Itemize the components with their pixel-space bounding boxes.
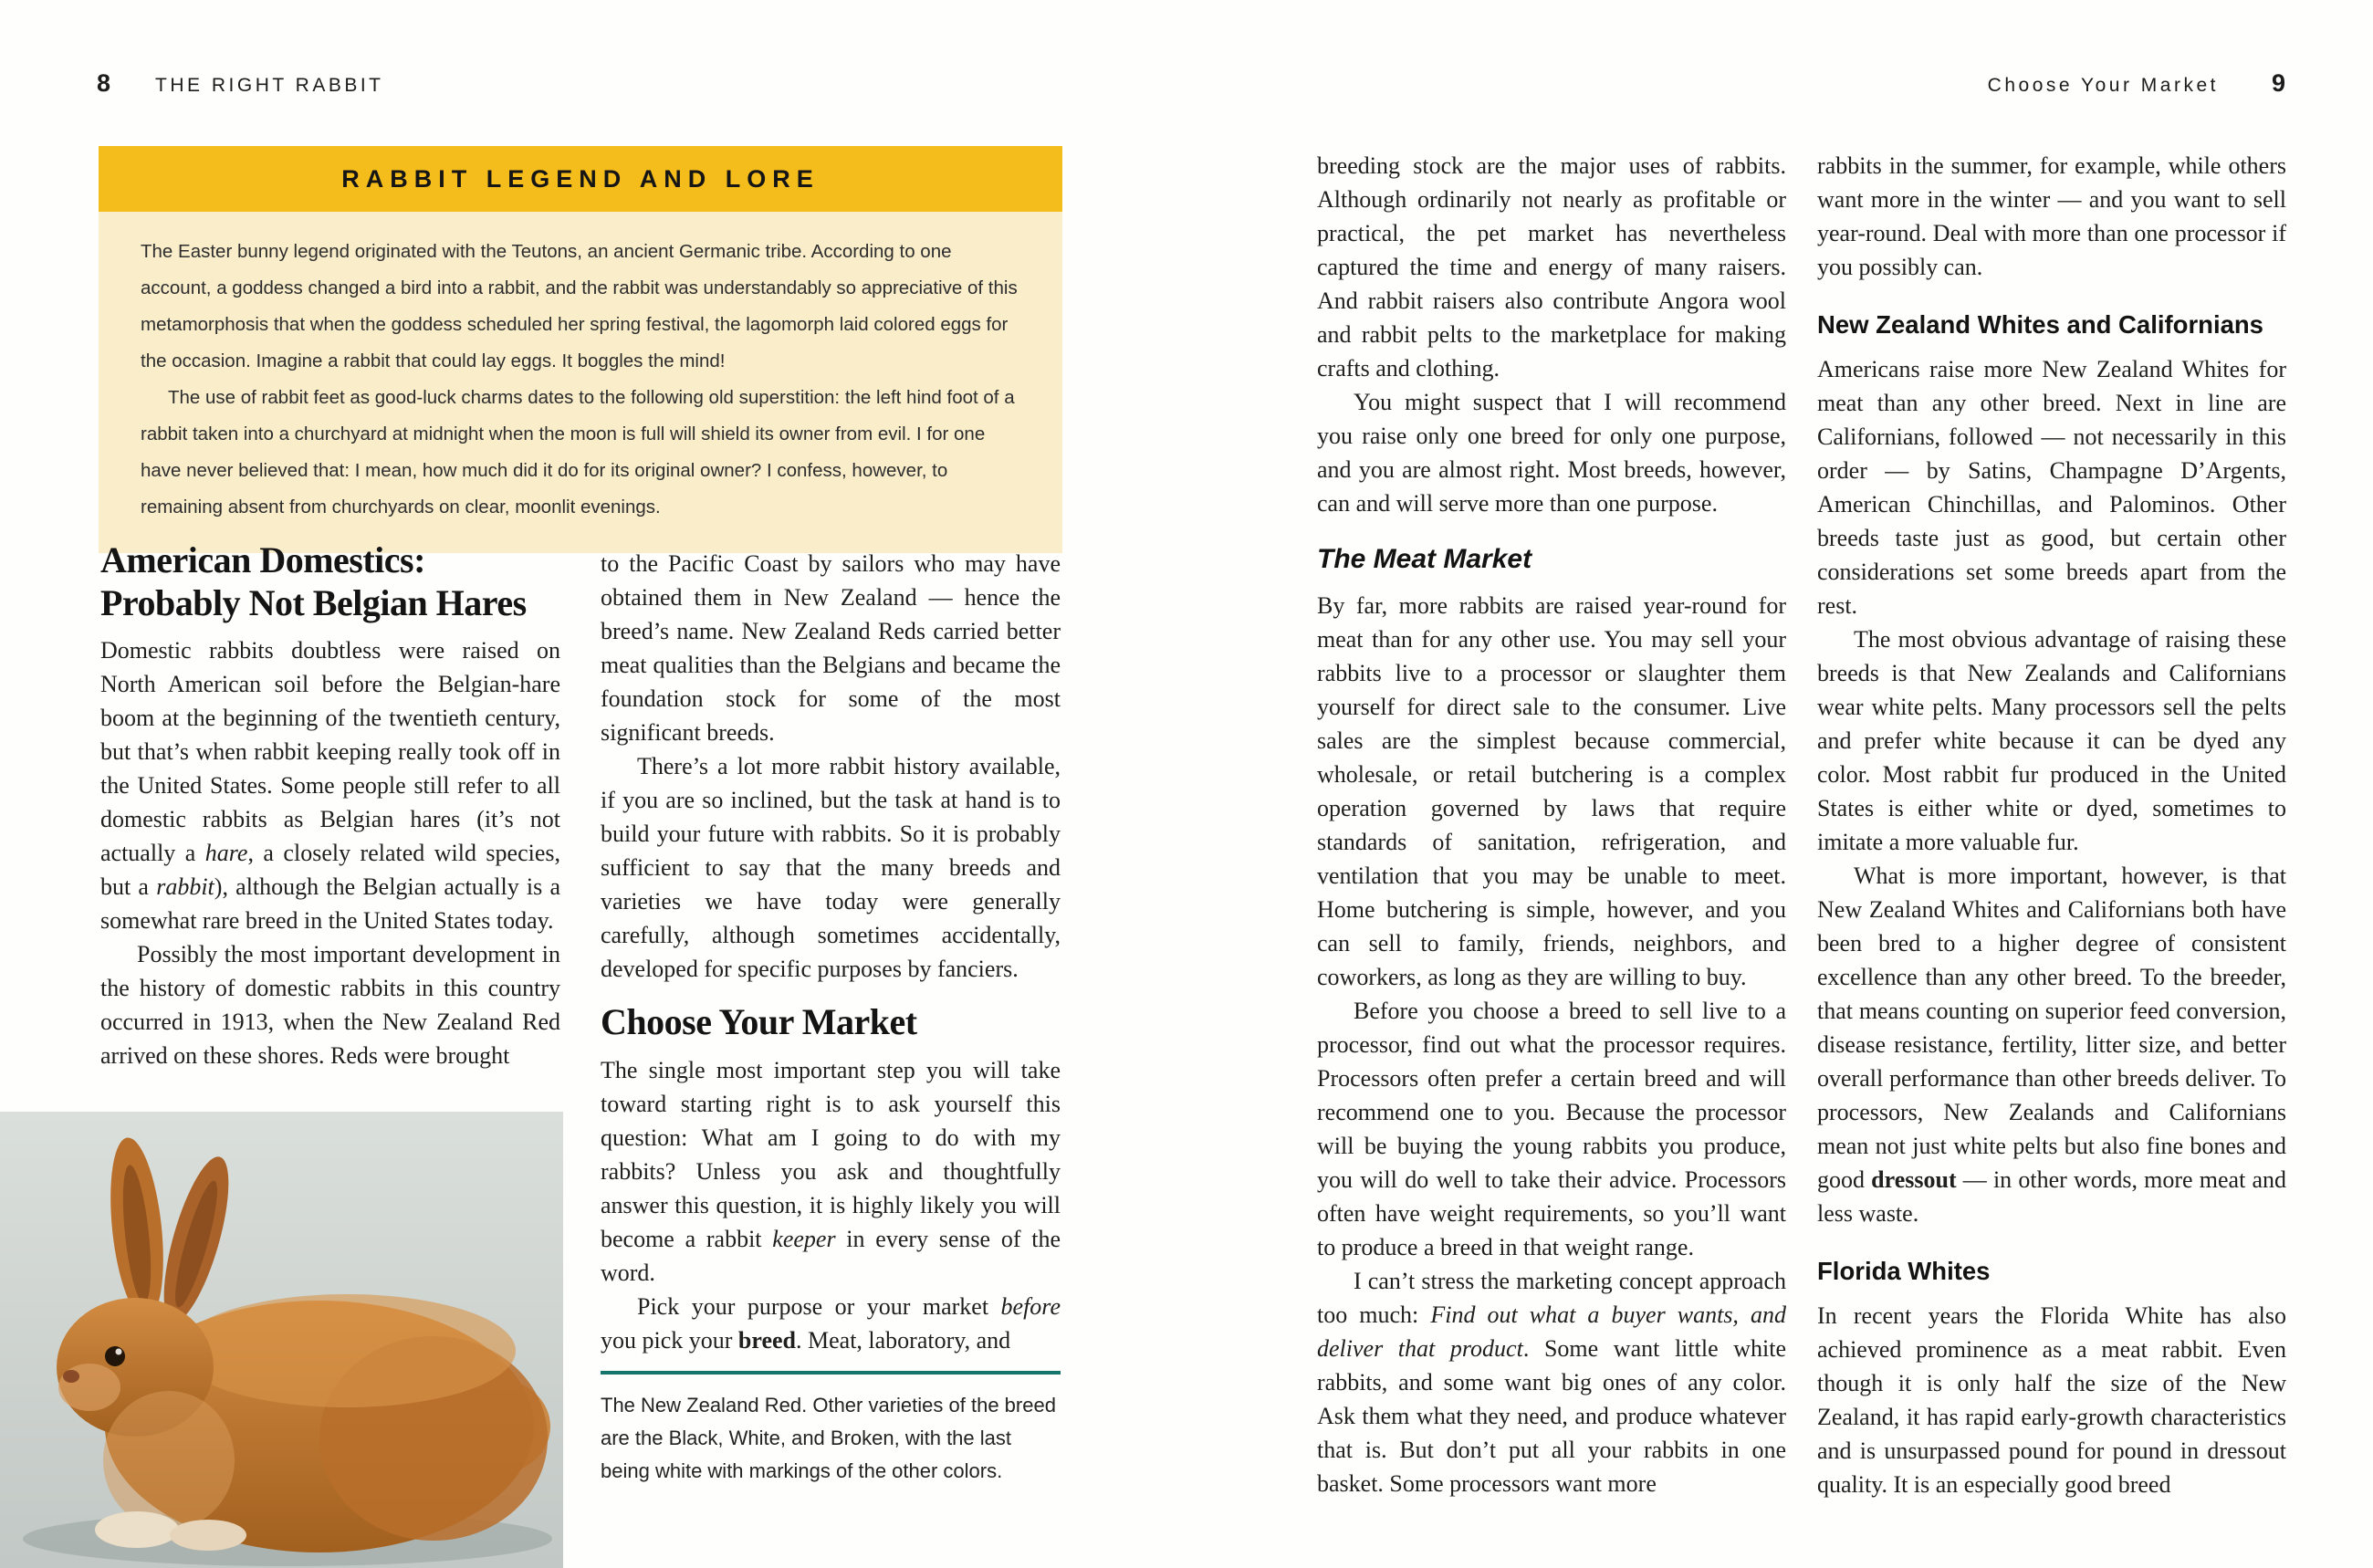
left-page-column-1	[100, 633, 560, 1103]
caption-rule	[601, 1371, 1061, 1375]
body-paragraph: to the Pacific Coast by sailors who may have obtained them in New Zealand — hence the breed’s name. New Zealand Reds carried better meat qualities than the Belgians and became the foundation stock for some of the most significant breeds.	[601, 550, 1061, 746]
body-paragraph: The single most important step you will take toward starting right is to ask yourself this question: What am I going to do with my rabbits? Unless you ask and thoughtfully answer this question, it is highly likely you will become a rabbit keeper in every sense of the word.	[601, 1057, 1061, 1286]
heading-florida-whites: Florida Whites	[1817, 1257, 1991, 1285]
heading-line: American Domestics:	[100, 539, 425, 580]
page-number-right: 9	[2271, 69, 2286, 97]
right-page-column-1	[1317, 149, 1786, 1529]
section-heading-american-domestics	[100, 538, 666, 624]
lore-box-body	[99, 212, 1062, 553]
page-header-left	[97, 69, 384, 98]
right-page-column-2	[1817, 149, 2286, 1529]
heading-the-meat-market: The Meat Market	[1317, 544, 1532, 574]
left-page-column-2	[601, 547, 1061, 1364]
body-paragraph: In recent years the Florida White has also achieved prominence as a meat rabbit. Even though it is only half the size of the New Zealand, it has rapid early-growth characteristics and is unsurpassed pound for pound in dressout quality. It is an especially good breed	[1817, 1302, 2286, 1498]
photo-caption-block	[601, 1371, 1061, 1488]
body-paragraph: rabbits in the summer, for example, while others want more in the winter — and you want to sell year-round. Deal with more than one processor if you possibly can.	[1817, 152, 2286, 280]
running-title-left: THE RIGHT RABBIT	[155, 75, 384, 96]
body-paragraph: By far, more rabbits are raised year-round for meat than for any other use. You may sell your rabbits live to a processor or slaughter them yourself for direct sale to the consumer. Live sales are the simplest because commercial, wholesale, or retail butchering is a complex operation governed by laws that require standards of sanitation, refrigeration, and ventilation that you may be unable to meet. Home butchering is simple, however, and you can sell to family, friends, neighbors, and coworkers, as long as they are willing to buy.	[1317, 592, 1786, 990]
heading-line: Probably Not Belgian Hares	[100, 582, 527, 623]
body-paragraph: Pick your purpose or your market before you pick your breed. Meat, laboratory, and	[601, 1293, 1061, 1354]
body-paragraph: You might suspect that I will recommend you raise only one breed for only one purpose, and you are almost right. Most breeds, however, can and will serve more than one purpose.	[1317, 389, 1786, 517]
body-paragraph: The most obvious advantage of raising these breeds is that New Zealands and Californians wear white pelts. Many processors sell the pelts and prefer white because it can be dyed any color. Most rabbit fur produced in the United States is either white or dyed, sometimes to imitate a more valuable fur.	[1817, 626, 2286, 855]
heading-new-zealand-whites-and-californians: New Zealand Whites and Californians	[1817, 310, 2263, 339]
section-heading-choose-your-market: Choose Your Market	[601, 1001, 917, 1042]
body-paragraph: There’s a lot more rabbit history available, if you are so inclined, but the task at hand is to build your future with rabbits. So it is probably sufficient to say that the many breeds and varieties we have today were generally carefully, although sometimes accidentally, developed for specific purposes by fanciers.	[601, 753, 1061, 982]
body-paragraph: Before you choose a breed to sell live to a processor, find out what the processor requires. Processors often prefer a certain breed and will recommend one to you. Because the processor will be buying the young rabbits you produce, you will do well to take their advice. Processors often have weight requirements, so you’ll want to produce a breed in that weight range.	[1317, 998, 1786, 1260]
lore-paragraph: The Easter bunny legend originated with the Teutons, an ancient Germanic tribe. According to one account, a goddess changed a bird into a rabbit, and the rabbit was understandably so appreciative of this metamorphosis that when the goddess scheduled her spring festival, the lagomorph laid colored eggs for the occasion. Imagine a rabbit that could lay eggs. It boggles the mind!	[141, 241, 1018, 371]
body-paragraph: breeding stock are the major uses of rabbits. Although ordinarily not nearly as profitable or practical, the pet market has nevertheless captured the time and energy of many raisers. And rabbit raisers also contribute Angora wool and rabbit pelts to the marketplace for making crafts and clothing.	[1317, 152, 1786, 382]
lore-box-title: RABBIT LEGEND AND LORE	[99, 146, 1062, 212]
rabbit-photo	[0, 1112, 563, 1568]
body-paragraph: I can’t stress the marketing concept approach too much: Find out what a buyer wants, and deliver that product. Some want little white rabbits, and some want big ones of any color. Ask them what they need, and produce whatever that is. But don’t put all your rabbits in one basket. Some processors want more	[1317, 1268, 1786, 1497]
page-header-right	[1988, 69, 2286, 98]
body-paragraph: Domestic rabbits doubtless were raised on North American soil before the Belgian-hare boom at the beginning of the twentieth century, but that’s when rabbit keeping really took off in the United States. Some people still refer to all domestic rabbits as Belgian hares (it’s not actually a hare, a closely related wild species, but a rabbit), although the Belgian actually is a somewhat rare breed in the United States today.	[100, 637, 560, 934]
body-paragraph: Possibly the most important development in the history of domestic rabbits in this country occurred in 1913, when the New Zealand Red arrived on these shores. Reds were brought	[100, 941, 560, 1069]
body-paragraph: Americans raise more New Zealand Whites for meat than any other breed. Next in line are Californians, followed — not necessarily in this order — by Satins, Champagne D’Argents, American Chinchillas, and Palominos. Other breeds taste just as good, but certain other considerations set some breeds apart from the rest.	[1817, 356, 2286, 619]
running-title-right: Choose Your Market	[1987, 75, 2219, 96]
photo-caption-text: The New Zealand Red. Other varieties of the breed are the Black, White, and Broken, with the last being white with markings of the other colors.	[601, 1394, 1056, 1482]
lore-paragraph: The use of rabbit feet as good-luck charms dates to the following old superstition: the left hind foot of a rabbit taken into a churchyard at midnight when the moon is full will shield its owner from evil. I for one have never believed that: I mean, how much did it do for its original owner? I confess, however, to remaining absent from churchyards on clear, moonlit evenings.	[141, 387, 1015, 517]
rabbit-illustration	[0, 1112, 563, 1568]
lore-sidebar-box	[99, 146, 1062, 553]
page-number-left: 8	[97, 69, 112, 97]
body-paragraph: What is more important, however, is that New Zealand Whites and Californians both have been bred to a higher degree of consistent excellence than any other breed. To the breeder, that means counting on superior feed conversion, disease resistance, fertility, litter size, and better overall performance than other breeds deliver. To processors, New Zealands and Californians mean not just white pelts but also fine bones and good dressout — in other words, more meat and less waste.	[1817, 862, 2286, 1227]
